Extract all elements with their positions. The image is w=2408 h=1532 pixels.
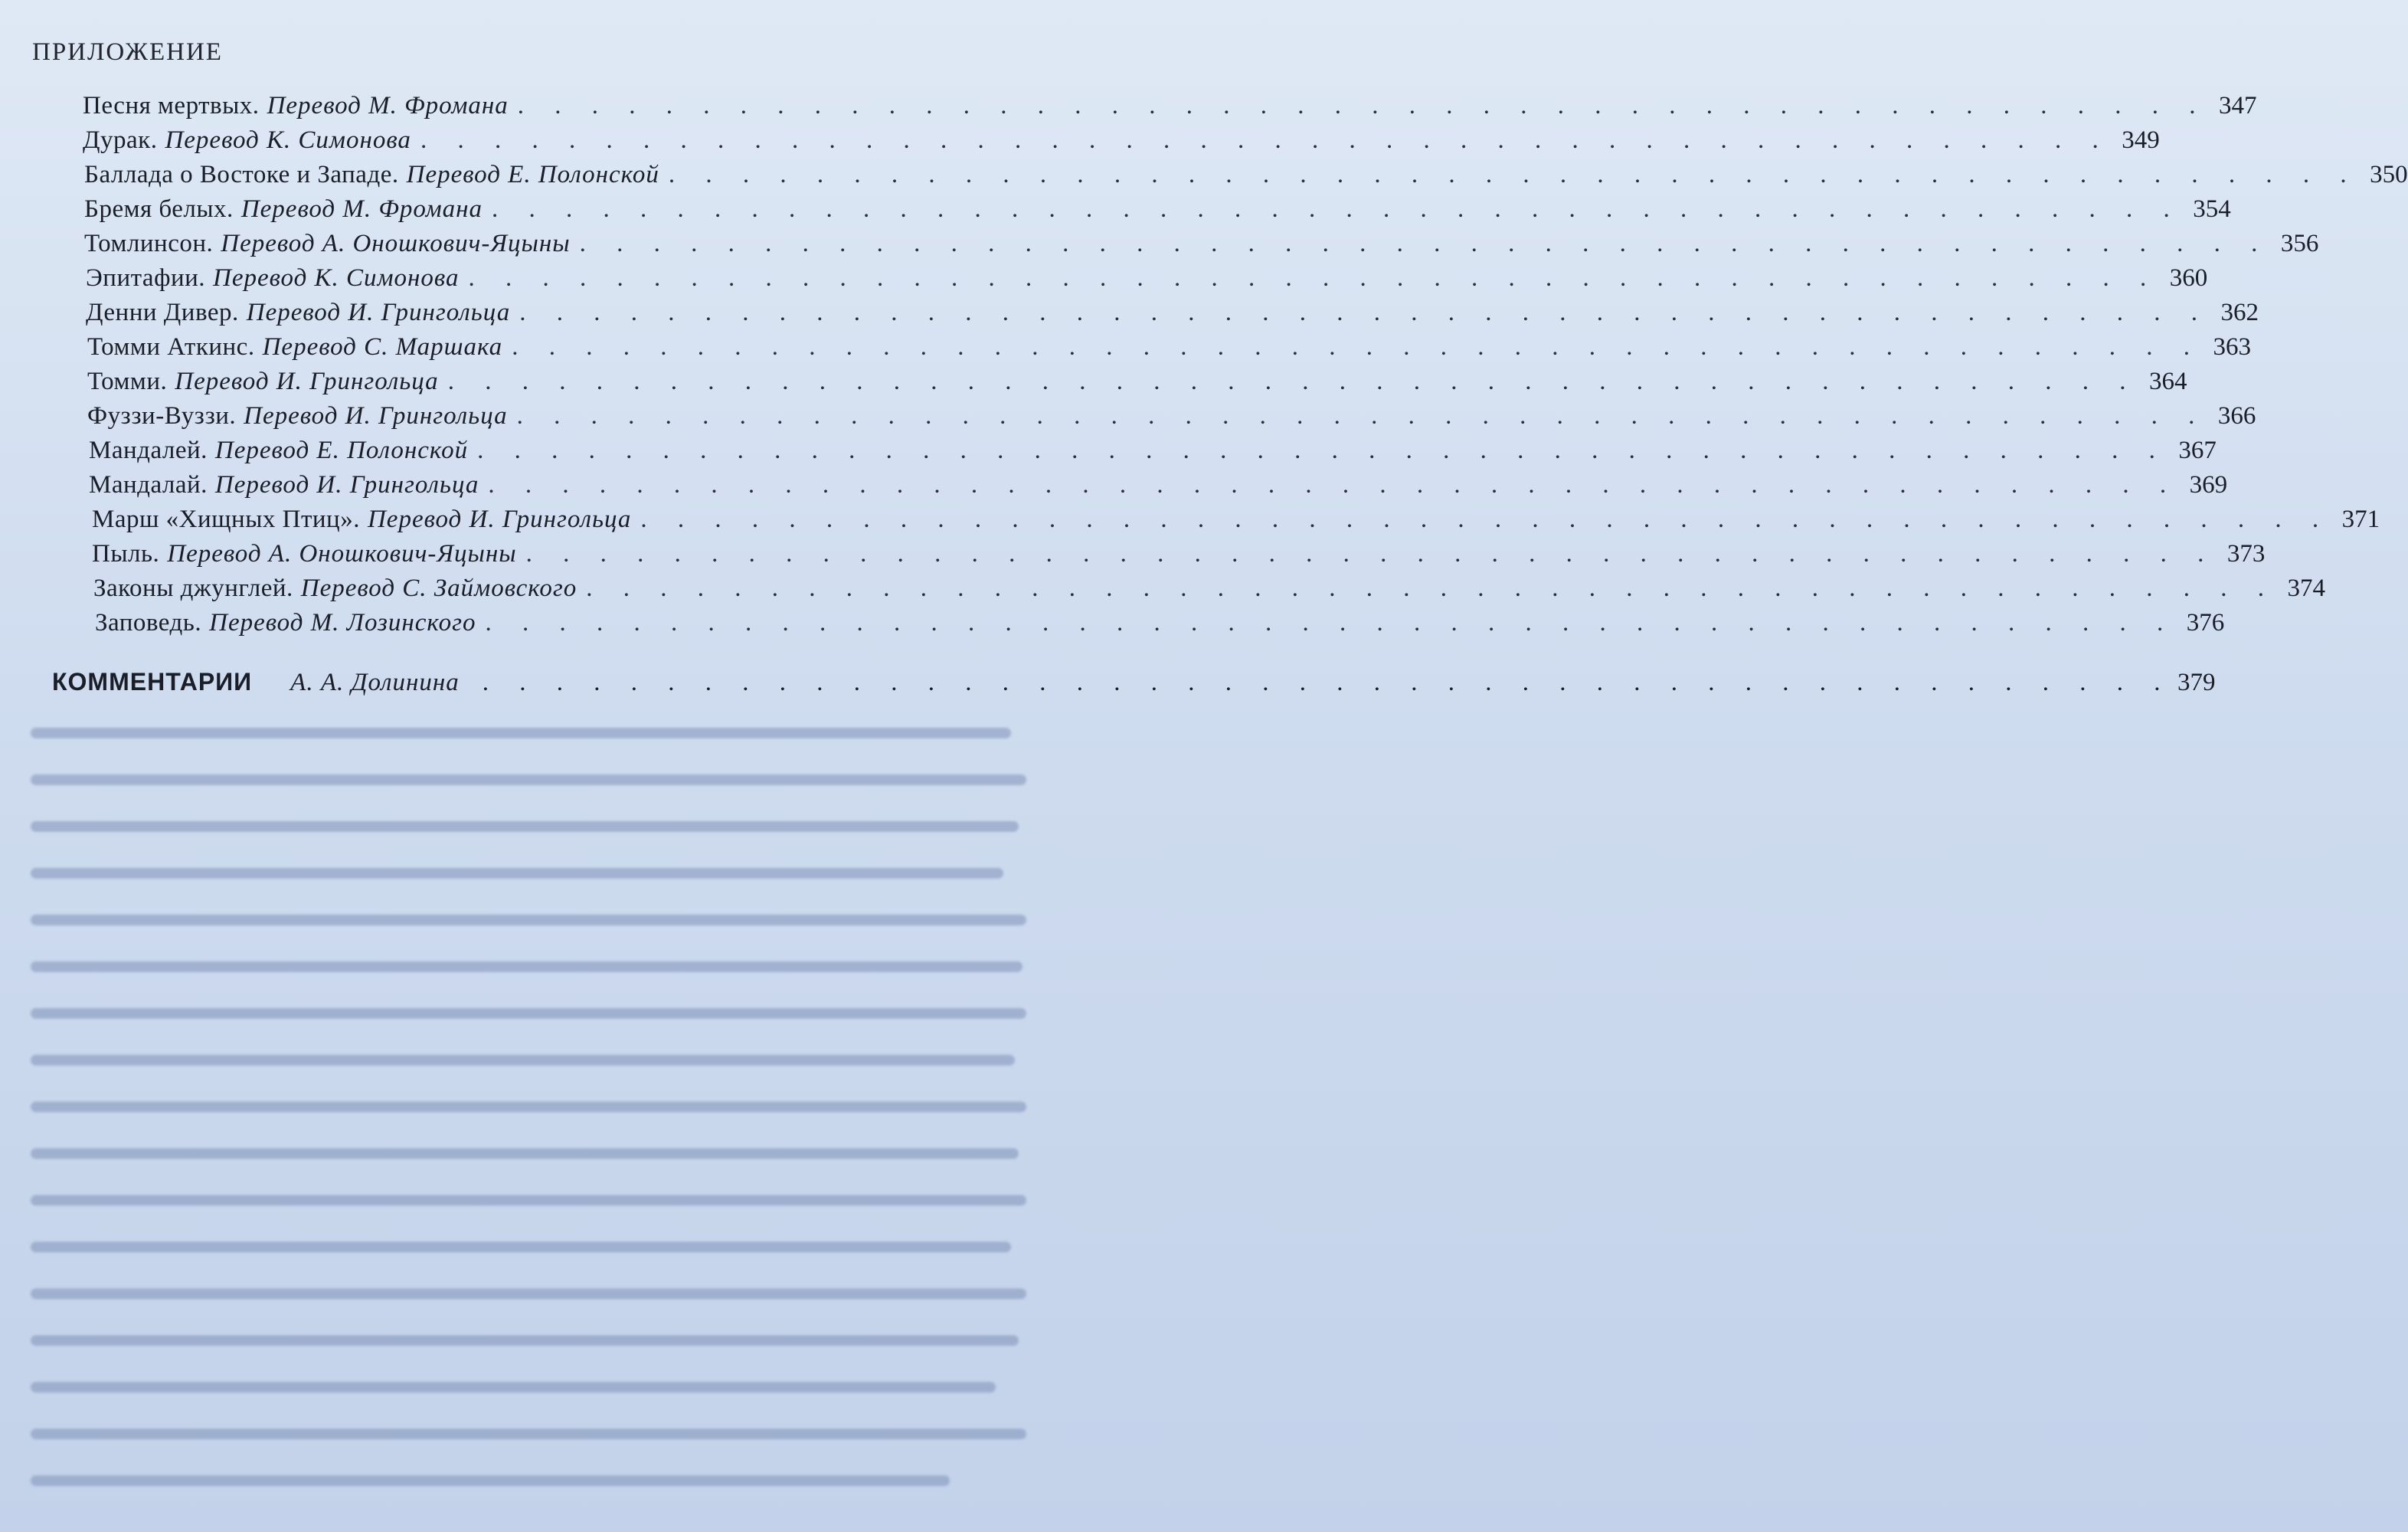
entry-translator: Перевод А. Оношкович-Яцыны — [221, 230, 571, 257]
entry-title: Мандалей. — [89, 437, 208, 464]
entry-title: Бремя белых. — [84, 195, 234, 223]
dot-leader: . . . . . . . . . . . . . . . . . . . . . . . . . . . . . . . . . . . . . . . . . . . . . . — [525, 540, 2217, 568]
entry-page: 364 — [2148, 368, 2187, 395]
entry-title: Пыль. — [92, 540, 160, 568]
toc-entry — [86, 299, 2259, 332]
dot-leader: . . . . . . . . . . . . . . . . . . . . . . . . . . . . . . . . . . . . . . . . . . . . . . — [640, 506, 2331, 533]
entry-title: Песня мертвых. — [83, 92, 260, 119]
entry-translator: Перевод И. Грингольца — [244, 402, 508, 430]
entry-translator: Перевод М. Фромана — [240, 195, 483, 223]
bleed-through-texture — [31, 720, 1026, 1531]
entry-title: Эпитафии. — [86, 264, 206, 292]
entry-title: Дурак. — [83, 126, 158, 154]
dot-leader: . . . . . . . . . . . . . . . . . . . . . . . . . . . . . . . . . . . . . . . . . . . . . . — [420, 126, 2111, 154]
toc-entry — [92, 540, 2266, 574]
toc-entry — [86, 264, 2208, 298]
toc-entry — [87, 333, 2251, 367]
comments-author: А. А. Долинина — [290, 669, 460, 696]
entry-translator: Перевод И. Грингольца — [367, 506, 632, 533]
entry-translator: Перевод К. Симонова — [165, 126, 411, 154]
entry-page: 360 — [2169, 264, 2208, 292]
dot-leader: . . . . . . . . . . . . . . . . . . . . . . . . . . . . . . . . . . . . . . . . . . . . . . — [488, 471, 2179, 499]
entry-title: Фуззи-Вуззи. — [87, 402, 237, 430]
entry-title: Марш «Хищных Птиц». — [92, 506, 360, 533]
toc-entry — [87, 368, 2187, 401]
dot-leader: . . . . . . . . . . . . . . . . . . . . . . . . . . . . . . . . . . . . . . . . . . . . . . — [516, 402, 2207, 430]
entry-page: 367 — [2178, 437, 2217, 464]
dot-leader: . . . . . . . . . . . . . . . . . . . . . . . . . . . . . . . . . . . . . . . . . . . . . . — [492, 195, 2182, 223]
entry-translator: Перевод И. Грингольца — [175, 368, 439, 395]
toc-entry — [89, 471, 2228, 505]
entry-page: 350 — [2370, 161, 2408, 188]
entry-translator: Перевод М. Лозинского — [209, 609, 476, 637]
entry-page: 376 — [2186, 609, 2225, 637]
toc-entry — [83, 92, 2257, 126]
entry-translator: Перевод С. Маршака — [262, 333, 503, 361]
entry-translator: Перевод М. Фромана — [267, 92, 509, 119]
comments-page: 379 — [2177, 669, 2216, 696]
dot-leader: . . . . . . . . . . . . . . . . . . . . . . . . . . . . . . . . . . . . . . . . . . . . . . — [519, 299, 2210, 326]
entry-translator: Перевод Е. Полонской — [406, 161, 659, 188]
toc-entry — [92, 506, 2380, 539]
entry-page: 373 — [2226, 540, 2266, 568]
entry-page: 349 — [2122, 126, 2160, 154]
entry-translator: Перевод И. Грингольца — [214, 471, 479, 499]
section-heading: ПРИЛОЖЕНИЕ — [32, 38, 223, 66]
toc-entry — [84, 161, 2408, 195]
toc-entry — [84, 195, 2231, 229]
dot-leader: . . . . . . . . . . . . . . . . . . . . . . . . . . . . . . . . . . . . . . . . . . . . . . — [447, 368, 2138, 395]
dot-leader: . . . . . . . . . . . . . . . . . . . . . . . . . . . . . . . . . . . . . . . . . . . . . . — [586, 574, 2277, 602]
entry-title: Томми. — [87, 368, 168, 395]
entry-page: 347 — [2219, 92, 2257, 119]
entry-page: 369 — [2189, 471, 2228, 499]
entry-page: 374 — [2287, 574, 2326, 602]
bleed-through-marks — [31, 720, 1026, 1517]
entry-title: Денни Дивер. — [86, 299, 239, 326]
entry-title: Заповедь. — [95, 609, 202, 637]
comments-label: КОММЕНТАРИИ — [52, 668, 253, 696]
dot-leader: . . . . . . . . . . . . . . . . . . . . . . . . . . . . . . . . . . . . . . . . . . . . . . — [668, 161, 2359, 188]
dot-leader: . . . . . . . . . . . . . . . . . . . . . . . . . . . . . . . . . . . . . . . . . . . . . . — [468, 264, 2159, 292]
entry-title: Баллада о Востоке и Западе. — [84, 161, 399, 188]
toc-entry — [84, 230, 2319, 264]
entry-title: Томлинсон. — [84, 230, 214, 257]
dot-leader: . . . . . . . . . . . . . . . . . . . . . . . . . . . . . . . . . . . . . . . . . . . . . . — [482, 669, 2173, 696]
entry-translator: Перевод К. Симонова — [213, 264, 460, 292]
dot-leader: . . . . . . . . . . . . . . . . . . . . . . . . . . . . . . . . . . . . . . . . . . . . . . — [517, 92, 2208, 119]
entry-page: 362 — [2220, 299, 2259, 326]
entry-page: 366 — [2217, 402, 2256, 430]
entry-title: Мандалай. — [89, 471, 208, 499]
dot-leader: . . . . . . . . . . . . . . . . . . . . . . . . . . . . . . . . . . . . . . . . . . . . . . — [579, 230, 2270, 257]
entry-page: 354 — [2193, 195, 2231, 223]
entry-page: 363 — [2213, 333, 2251, 361]
toc-entry — [87, 402, 2256, 436]
entry-translator: Перевод С. Займовского — [300, 574, 577, 602]
toc-entry — [93, 574, 2326, 608]
toc-entry — [83, 126, 2160, 160]
toc-entry — [95, 609, 2225, 643]
entry-translator: Перевод А. Оношкович-Яцыны — [167, 540, 517, 568]
dot-leader: . . . . . . . . . . . . . . . . . . . . . . . . . . . . . . . . . . . . . . . . . . . . . . — [512, 333, 2202, 361]
comments-entry — [52, 668, 2216, 702]
entry-page: 371 — [2341, 506, 2380, 533]
entry-page: 356 — [2280, 230, 2319, 257]
dot-leader: . . . . . . . . . . . . . . . . . . . . . . . . . . . . . . . . . . . . . . . . . . . . . . — [477, 437, 2168, 464]
dot-leader: . . . . . . . . . . . . . . . . . . . . . . . . . . . . . . . . . . . . . . . . . . . . . . — [485, 609, 2176, 637]
entry-title: Законы джунглей. — [93, 574, 293, 602]
entry-translator: Перевод И. Грингольца — [246, 299, 511, 326]
toc-entry — [89, 437, 2217, 470]
entry-translator: Перевод Е. Полонской — [214, 437, 469, 464]
entry-title: Томми Аткинс. — [87, 333, 255, 361]
